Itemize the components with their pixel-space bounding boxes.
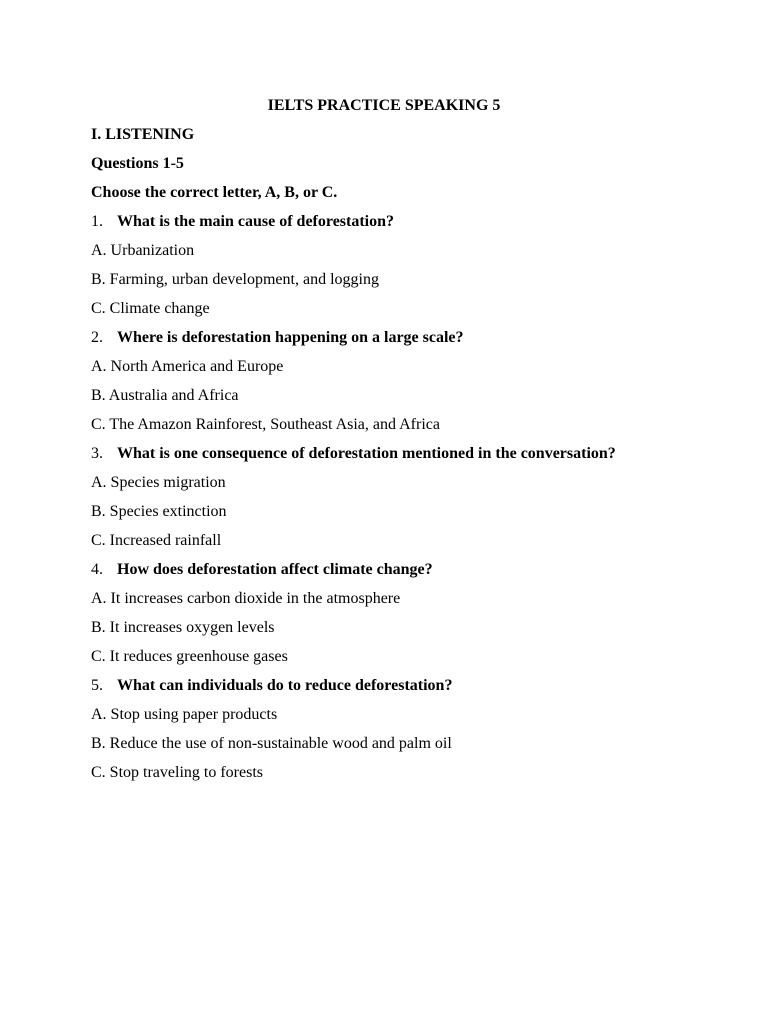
- question-text: What is one consequence of deforestation mentioned in the conversation?: [117, 445, 616, 462]
- question-4: [91, 555, 691, 584]
- answer-option: C. Stop traveling to forests: [91, 764, 263, 781]
- answer-option: B. It increases oxygen levels: [91, 619, 275, 636]
- answer-option: B. Farming, urban development, and logging: [91, 271, 379, 288]
- section-heading: I. LISTENING: [91, 126, 195, 143]
- answer-option: A. Species migration: [91, 474, 226, 491]
- document-content: [91, 91, 691, 787]
- answer-option: B. Reduce the use of non-sustainable wood and palm oil: [91, 735, 452, 752]
- answer-option: C. Increased rainfall: [91, 532, 222, 549]
- answer-option: C. It reduces greenhouse gases: [91, 648, 288, 665]
- answer-option: C. Climate change: [91, 300, 210, 317]
- question-number: 5.: [91, 677, 103, 694]
- question-2: [91, 323, 691, 352]
- answer-option: A. North America and Europe: [91, 358, 284, 375]
- instruction: Choose the correct letter, A, B, or C.: [91, 184, 338, 201]
- question-text: Where is deforestation happening on a large scale?: [117, 329, 464, 346]
- answer-option: C. The Amazon Rainforest, Southeast Asia, and Africa: [91, 416, 440, 433]
- answer-option: B. Species extinction: [91, 503, 227, 520]
- question-text: What is the main cause of deforestation?: [117, 213, 395, 230]
- questions-range: Questions 1-5: [91, 155, 184, 172]
- answer-option: A. Stop using paper products: [91, 706, 278, 723]
- question-number: 2.: [91, 329, 103, 346]
- question-text: What can individuals do to reduce deforestation?: [117, 677, 453, 694]
- document-title: IELTS PRACTICE SPEAKING 5: [267, 97, 501, 114]
- question-text: How does deforestation affect climate change?: [117, 561, 433, 578]
- question-number: 4.: [91, 561, 103, 578]
- question-3: [91, 439, 691, 468]
- question-number: 3.: [91, 445, 103, 462]
- question-5: [91, 671, 691, 700]
- answer-option: B. Australia and Africa: [91, 387, 239, 404]
- answer-option: A. Urbanization: [91, 242, 195, 259]
- answer-option: A. It increases carbon dioxide in the atmosphere: [91, 590, 401, 607]
- question-1: [91, 207, 691, 236]
- question-number: 1.: [91, 213, 103, 230]
